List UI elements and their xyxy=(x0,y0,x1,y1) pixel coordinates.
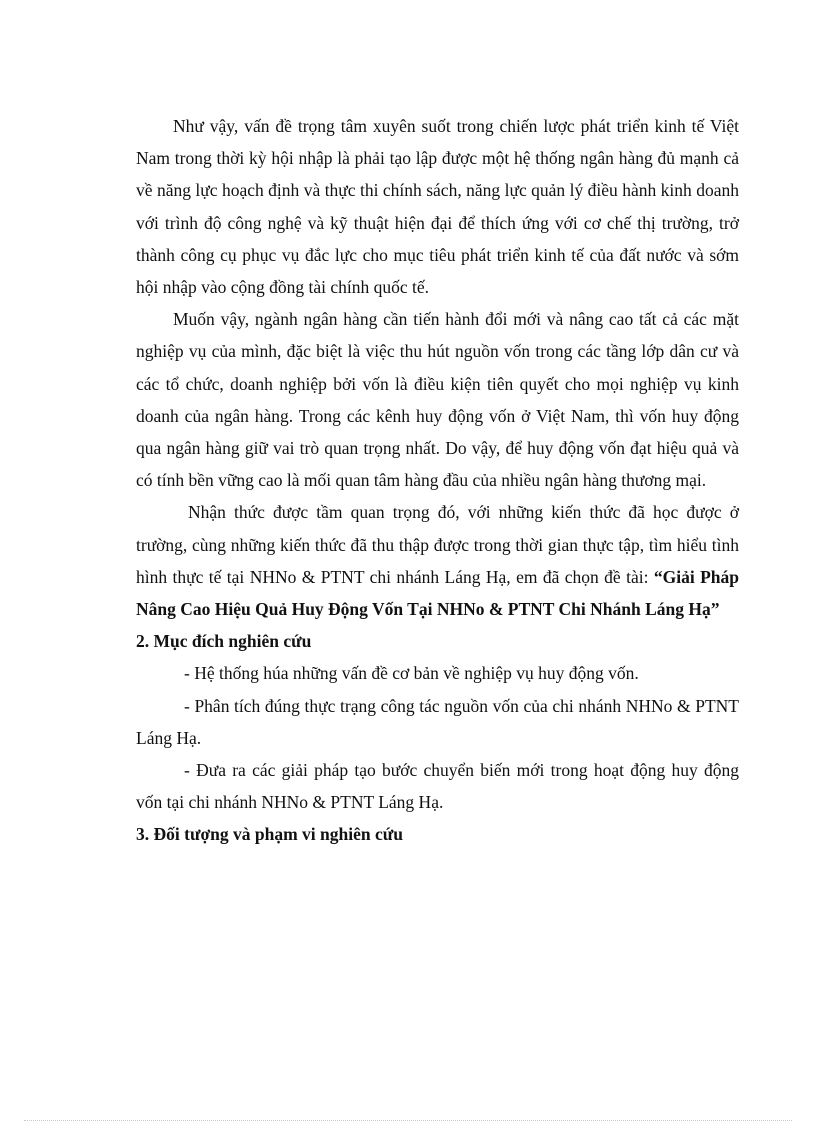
document-page xyxy=(136,110,739,851)
thesis-title: “Giải Pháp Nâng Cao Hiệu Quả Huy Động Vốn Tại NHNo & PTNT Chi Nhánh Láng Hạ” xyxy=(136,566,739,620)
bullet-item: - Đưa ra các giải pháp tạo bước chuyển biến mới trong hoạt động huy động vốn tại chi nhánh NHNo & PTNT Láng Hạ. xyxy=(136,760,739,813)
bullet-item: - Hệ thống húa những vấn đề cơ bản về nghiệp vụ huy động vốn. xyxy=(184,663,639,684)
paragraph-topic-text: Nhận thức được tầm quan trọng đó, với những kiến thức đã học được ở trường, cùng những kiến thức đã thu thập được trong thời gian thực tập, tìm hiểu tình hình thực tế tại NHNo & PTNT chi nhánh Láng Hạ, em đã chọn đề tài: xyxy=(136,502,739,587)
bullet-item: - Phân tích đúng thực trạng công tác nguồn vốn của chi nhánh NHNo & PTNT Láng Hạ. xyxy=(136,695,739,748)
footer-divider xyxy=(24,1120,792,1121)
section-heading-research-scope: 3. Đối tượng và phạm vi nghiên cứu xyxy=(136,824,403,845)
paragraph-capital-mobilization: Muốn vậy, ngành ngân hàng cần tiến hành đổi mới và nâng cao tất cả các mặt nghiệp vụ của mình, đặc biệt là việc thu hút nguồn vốn trong các tầng lớp dân cư và các tổ chức, doanh nghiệp bởi vốn là điều kiện tiên quyết cho mọi nghiệp vụ kinh doanh của ngân hàng. Trong các kênh huy động vốn ở Việt Nam, thì vốn huy động qua ngân hàng giữ vai trò quan trọng nhất. Do vậy, để huy động vốn đạt hiệu quả và có tính bền vững cao là mối quan tâm hàng đầu của nhiều ngân hàng thương mại. xyxy=(136,309,739,491)
paragraph-intro: Như vậy, vấn đề trọng tâm xuyên suốt trong chiến lược phát triển kinh tế Việt Nam trong thời kỳ hội nhập là phải tạo lập được một hệ thống ngân hàng đủ mạnh cả về năng lực hoạch định và thực thi chính sách, năng lực quản lý điều hành kinh doanh với trình độ công nghệ và kỹ thuật hiện đại để thích ứng với cơ chế thị trường, trở thành công cụ phục vụ đắc lực cho mục tiêu phát triển kinh tế của đất nước và sớm hội nhập vào cộng đồng tài chính quốc tế. xyxy=(136,116,739,298)
section-heading-research-purpose: 2. Mục đích nghiên cứu xyxy=(136,631,312,652)
paragraph-topic xyxy=(136,496,739,625)
